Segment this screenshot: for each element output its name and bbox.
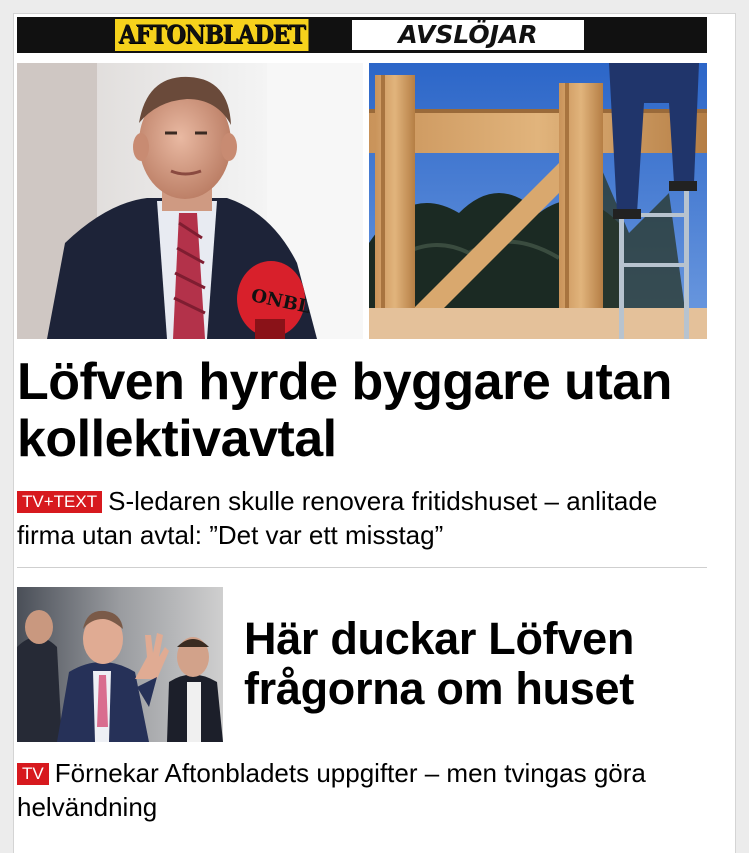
avslojar-tag: AVSLÖJAR (352, 20, 584, 50)
lofven-press-thumbnail[interactable] (17, 587, 223, 742)
lofven-interview-photo[interactable] (17, 63, 363, 339)
main-preamble[interactable] (17, 484, 707, 552)
aftonbladet-logo: AFTONBLADET (115, 19, 308, 51)
secondary-preamble[interactable] (17, 756, 707, 824)
tv-text-badge: TV+TEXT (17, 491, 102, 513)
secondary-headline[interactable]: Här duckar Löfven frågorna om huset (244, 613, 635, 714)
article-divider (17, 567, 707, 568)
main-headline[interactable]: Löfven hyrde byggare utan kollektivavtal (17, 353, 672, 468)
main-preamble-text: S-ledaren skulle renovera fritidshuset – anlitade firma utan avtal: ”Det var ett misstag” (17, 486, 658, 550)
tv-badge: TV (17, 763, 49, 785)
microphone-text: ONBL (249, 285, 313, 319)
construction-photo[interactable] (369, 63, 707, 339)
section-banner[interactable] (17, 17, 707, 53)
secondary-preamble-text: Förnekar Aftonbladets uppgifter – men tvingas göra helvändning (17, 758, 646, 822)
